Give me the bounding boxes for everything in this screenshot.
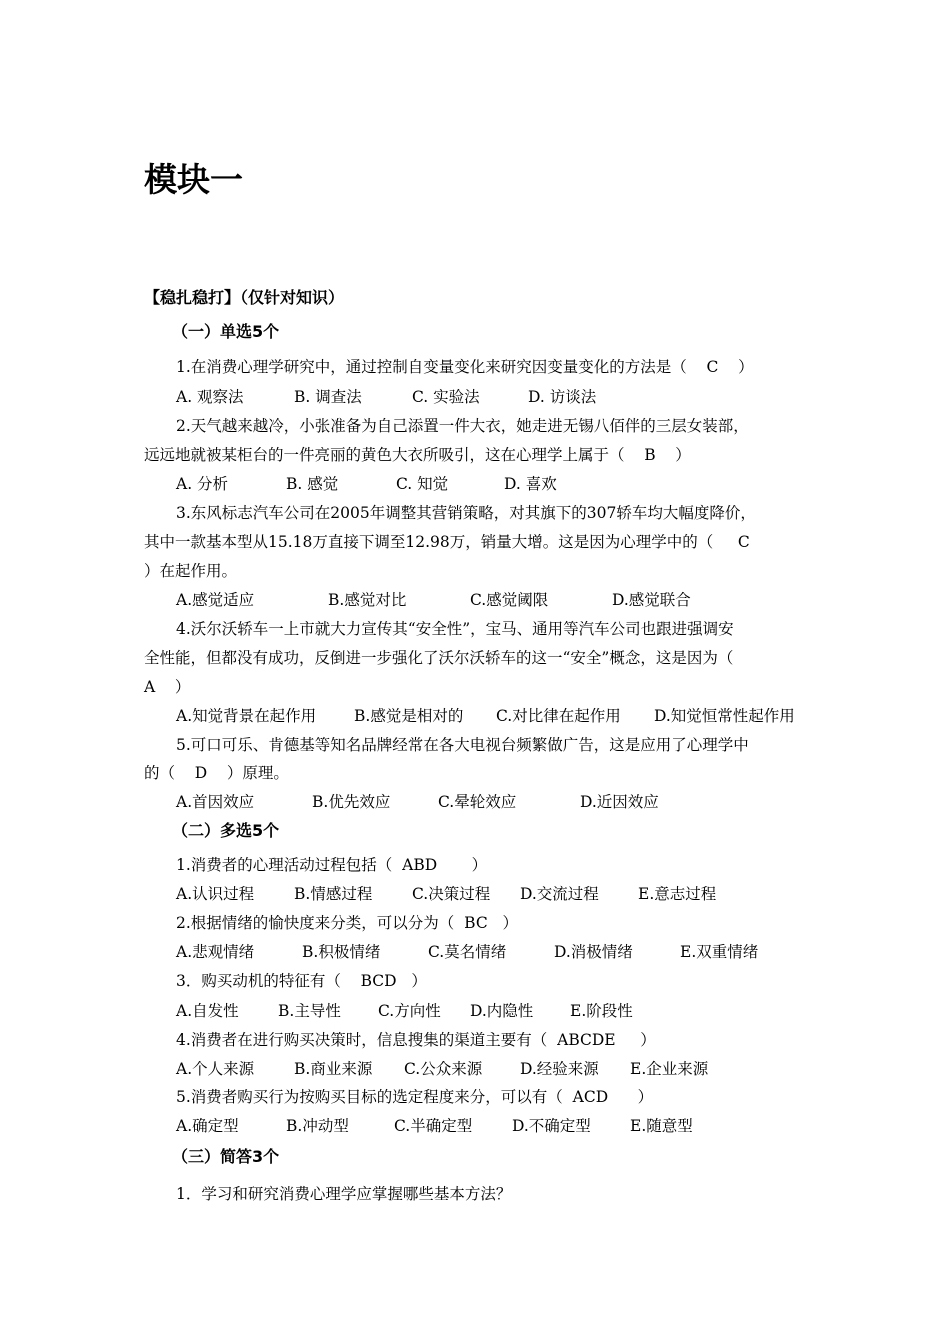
question-text: 1.消费者的心理活动过程包括（ ABD ） <box>176 856 488 874</box>
option: B.情感过程 <box>294 885 373 903</box>
option: D.交流过程 <box>520 885 599 903</box>
option: C.晕轮效应 <box>438 793 517 811</box>
option: C. 实验法 <box>412 388 480 406</box>
option: D.知觉恒常性起作用 <box>654 707 795 725</box>
option: A. 观察法 <box>176 388 244 406</box>
option: E.意志过程 <box>638 885 717 903</box>
option: C.半确定型 <box>394 1117 473 1135</box>
option: B.冲动型 <box>286 1117 349 1135</box>
option: B.商业来源 <box>294 1060 373 1078</box>
option: D. 访谈法 <box>528 388 597 406</box>
option: D.不确定型 <box>512 1117 591 1135</box>
option: D.感觉联合 <box>612 591 691 609</box>
section-single-heading: （一）单选5个 <box>172 322 280 341</box>
option: B. 感觉 <box>286 475 339 493</box>
option: D.经验来源 <box>520 1060 599 1078</box>
option: C.感觉阈限 <box>470 591 549 609</box>
option: B. 调查法 <box>294 388 362 406</box>
option: C.公众来源 <box>404 1060 483 1078</box>
question-text: 远远地就被某柜台的一件亮丽的黄色大衣所吸引，这在心理学上属于（ B ） <box>144 446 691 464</box>
option: B.感觉是相对的 <box>354 707 464 725</box>
banner-heading: 【稳扎稳打】（仅针对知识） <box>144 288 345 307</box>
option: B.主导性 <box>278 1002 341 1020</box>
question-text: 2.天气越来越冷，小张准备为自己添置一件大衣，她走进无锡八佰伴的三层女装部， <box>176 417 749 435</box>
option: A.自发性 <box>176 1002 239 1020</box>
question-text: 的（ D ）原理。 <box>144 764 289 782</box>
option: E.双重情绪 <box>680 943 759 961</box>
question-text: 全性能，但都没有成功，反倒进一步强化了沃尔沃轿车的这一“安全”概念，这是因为（ <box>144 649 734 667</box>
question-text: 5.消费者购买行为按购买目标的选定程度来分，可以有（ ACD ） <box>176 1088 654 1106</box>
option: A.首因效应 <box>176 793 255 811</box>
option: D. 喜欢 <box>504 475 557 493</box>
option: D.消极情绪 <box>554 943 633 961</box>
question-text: 其中一款基本型从15.18万直接下调至12.98万，销量大增。这是因为心理学中的（ C <box>144 533 750 551</box>
question-text: 4.消费者在进行购买决策时，信息搜集的渠道主要有（ ABCDE ） <box>176 1031 656 1049</box>
question-text: 2.根据情绪的愉快度来分类，可以分为（ BC ） <box>176 914 518 932</box>
option: B.积极情绪 <box>302 943 381 961</box>
option: B.优先效应 <box>312 793 391 811</box>
option: A.个人来源 <box>176 1060 255 1078</box>
option: D.近因效应 <box>580 793 659 811</box>
question-text: 1．学习和研究消费心理学应掌握哪些基本方法？ <box>176 1185 512 1203</box>
option: E.企业来源 <box>630 1060 709 1078</box>
section-multi-heading: （二）多选5个 <box>172 821 280 840</box>
option: A. 分析 <box>176 475 229 493</box>
option: B.感觉对比 <box>328 591 407 609</box>
question-text: 5.可口可乐、肯德基等知名品牌经常在各大电视台频繁做广告，这是应用了心理学中 <box>176 736 749 754</box>
option: C.决策过程 <box>412 885 491 903</box>
option: C. 知觉 <box>396 475 449 493</box>
option: C.莫名情绪 <box>428 943 507 961</box>
question-text: 4.沃尔沃轿车一上市就大力宣传其“安全性”，宝马、通用等汽车公司也跟进强调安 <box>176 620 734 638</box>
option: C.方向性 <box>378 1002 441 1020</box>
option: C.对比律在起作用 <box>496 707 621 725</box>
option: A.感觉适应 <box>176 591 255 609</box>
question-text: 3．购买动机的特征有（ BCD ） <box>176 972 427 990</box>
option: A.知觉背景在起作用 <box>176 707 317 725</box>
question-text: 1.在消费心理学研究中，通过控制自变量变化来研究因变量变化的方法是（ C ） <box>176 358 754 376</box>
section-short-heading: （三）简答3个 <box>172 1147 280 1166</box>
option: A.悲观情绪 <box>176 943 255 961</box>
option: A.确定型 <box>176 1117 239 1135</box>
question-text: 3.东风标志汽车公司在2005年调整其营销策略，对其旗下的307轿车均大幅度降价， <box>176 504 756 522</box>
option: E.阶段性 <box>570 1002 633 1020</box>
question-text: A ） <box>144 678 191 696</box>
option: D.内隐性 <box>470 1002 534 1020</box>
option: E.随意型 <box>630 1117 693 1135</box>
question-text: ）在起作用。 <box>144 562 238 580</box>
option: A.认识过程 <box>176 885 255 903</box>
page-title: 模块一 <box>144 160 243 199</box>
